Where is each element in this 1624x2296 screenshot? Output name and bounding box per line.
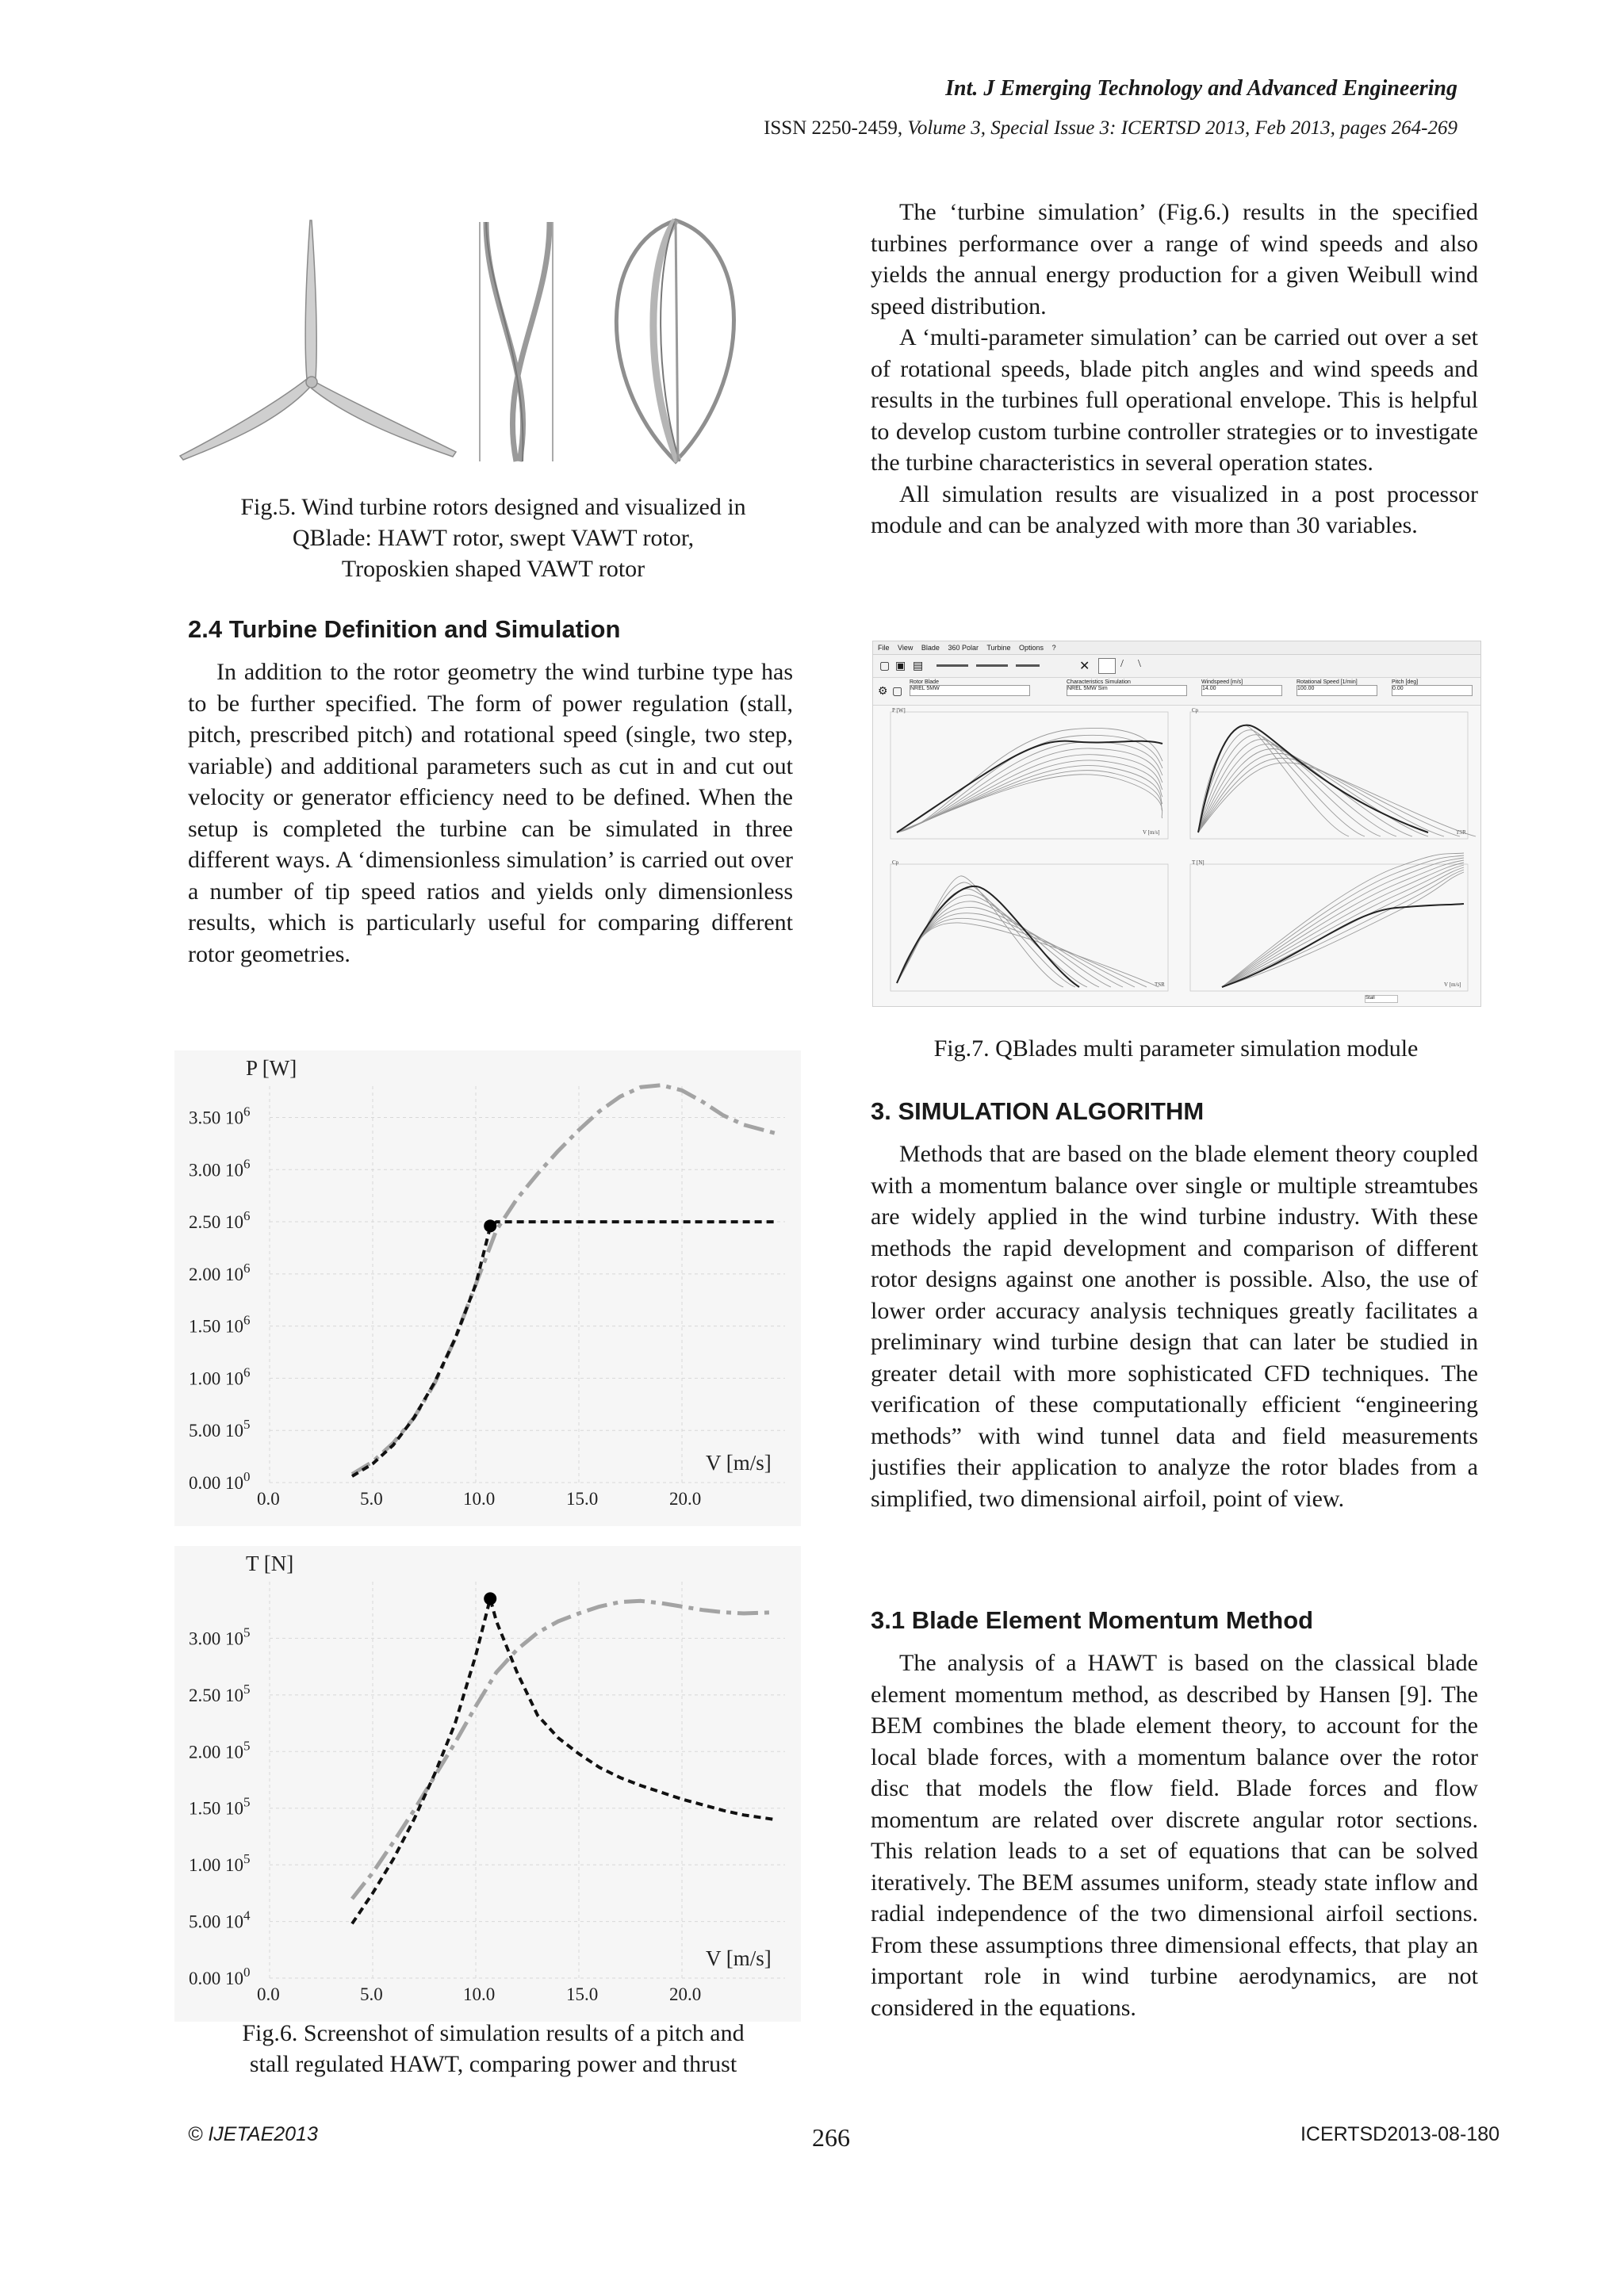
caption-line: Troposkien shaped VAWT rotor: [341, 556, 645, 582]
y-tick-label: [189, 1261, 251, 1284]
journal-title: Int. J Emerging Technology and Advanced Engineering: [945, 76, 1457, 101]
x-tick-label: 10.0: [463, 1984, 496, 2004]
tick-exponent: 6: [243, 1312, 251, 1328]
y-tick-label: [189, 1208, 251, 1232]
troposkien-vawt-image: [616, 220, 733, 461]
panel-x-label: V [m/s]: [1444, 982, 1461, 988]
tick-mantissa: 2.00 10: [189, 1264, 243, 1284]
y-axis-label: T [N]: [246, 1552, 294, 1575]
tick-exponent: 0: [243, 1469, 251, 1484]
polar-view-icon[interactable]: [1016, 664, 1040, 667]
menu-item[interactable]: Options: [1019, 644, 1044, 652]
fig7-qblade-screenshot: [872, 641, 1481, 1007]
status-field: Stall: [1365, 995, 1398, 1003]
x-tick-label: 15.0: [566, 1984, 599, 2004]
new-file-icon[interactable]: ▢: [879, 660, 891, 672]
section-heading: 2.4 Turbine Definition and Simulation: [188, 615, 621, 643]
power-curve: [897, 755, 1162, 832]
tick-exponent: 6: [243, 1104, 251, 1119]
qblade-toolbar: [873, 655, 1480, 678]
field-value[interactable]: 0.00: [1392, 685, 1473, 696]
y-tick-label: [189, 1738, 251, 1762]
paragraph: In addition to the rotor geometry the wind turbine type has to be further specified. The form of power regulation (stall, pitch, prescribed pitch) and rotational speed (single, two step, variable) and additional parameters such as cut in and cut out velocity or generator efficiency need to be defined. When the setup is completed the turbine can be simulated in three different ways. A ‘dimensionless simulation’ is carried out over a number of tip speed ratios and yields only dimensionless results, which is particularly useful for comparing different rotor geometries.: [188, 659, 793, 967]
section-2-4-body: [188, 656, 793, 970]
paragraph: Methods that are based on the blade element theory coupled with a momentum balance over single or multiple streamtubes are widely applied in the wind turbine industry. With these methods the rapid development and comparison of different rotor designs against one another is possible. Also, the use of lower order accuracy analysis techniques greatly facilitates a preliminary wind turbine design that can later be studied in greater detail with more sophisticated CFD techniques. The verification of these computationally efficient “engineering methods” with wind tunnel data and field measurements justifies their application to analyze the rotor blades from a simplified, two dimensional airfoil, point of view.: [871, 1141, 1478, 1512]
panel-y-label: P [W]: [892, 707, 906, 714]
fig7-axes: [891, 712, 1468, 991]
menu-item[interactable]: View: [898, 644, 914, 652]
footer-paper-id: ICERTSD2013-08-180: [1300, 2123, 1500, 2145]
fig7-caption: [872, 1033, 1480, 1064]
tick-mantissa: 1.50 10: [189, 1798, 243, 1819]
paragraph: The analysis of a HAWT is based on the classical blade element momentum method, as described by Hansen [9]. The BEM combines the blade element theory, to account for the local blade forces, with a momentum balance over the rotor disc that models the flow field. Blade forces and flow momentum are related over discrete angular rotor sections. This relation leads to a set of equations that can be solved iteratively. The BEM assumes uniform, steady state inflow and radial independence of the two dimensional airfoil sections. From these assumptions three dimensional effects, that play an important role in wind turbine aerodynamics, are not considered in the equations.: [871, 1650, 1478, 2021]
settings-icon[interactable]: ⚙: [878, 684, 888, 697]
y-tick-label: [189, 1313, 251, 1337]
caption-line: Fig.7. QBlades multi parameter simulation module: [933, 1035, 1419, 1062]
paragraph: A ‘multi-parameter simulation’ can be carried out over a set of rotational speeds, blade pitch angles and wind speeds and results in the turbines full operational envelope. This is helpful to develop custom turbine controller strategies or to investigate the turbine characteristics in several operation states.: [871, 324, 1478, 476]
x-axis-label: V [m/s]: [706, 1451, 772, 1475]
issue-info: Volume 3, Special Issue 3: ICERTSD 2013, Feb 2013, pages 264-269: [907, 117, 1457, 139]
window-icon[interactable]: ▢: [892, 684, 903, 697]
cp-curve: [1198, 740, 1396, 836]
windspeed-select[interactable]: [1201, 679, 1282, 696]
field-value[interactable]: NREL 5MW Sim: [1067, 685, 1187, 696]
open-icon[interactable]: ▣: [895, 660, 906, 672]
save-icon[interactable]: ▤: [913, 660, 924, 672]
tick-exponent: 4: [243, 1908, 251, 1923]
rotational-speed-select[interactable]: [1297, 679, 1377, 696]
cp-curve: [1198, 735, 1381, 836]
airfoil-view-icon[interactable]: [936, 664, 968, 667]
x-tick-label: 5.0: [360, 1489, 383, 1509]
tick-exponent: 6: [243, 1260, 251, 1276]
power-curve: [897, 775, 1162, 832]
tick-exponent: 5: [243, 1794, 251, 1810]
rated-point-marker: [484, 1592, 496, 1605]
menu-item[interactable]: File: [878, 644, 890, 652]
y-tick-label: [189, 1469, 251, 1493]
y-tick-label: [189, 1682, 251, 1705]
power-curve: [897, 748, 1162, 832]
y-tick-label: [189, 1908, 251, 1932]
caption-line: stall regulated HAWT, comparing power and thrust: [249, 2051, 737, 2077]
tick-mantissa: 0.00 10: [189, 1473, 243, 1493]
right-column-intro: [871, 197, 1478, 541]
simulation-select[interactable]: [1067, 679, 1187, 696]
tick-exponent: 5: [243, 1738, 251, 1754]
field-value[interactable]: 100.00: [1297, 685, 1377, 696]
fig7-axis-labels: [892, 707, 1466, 988]
tick-mantissa: 2.50 10: [189, 1212, 243, 1233]
cp-curve: [1198, 744, 1412, 836]
panel-y-label: Cp: [892, 859, 899, 866]
menu-item[interactable]: Turbine: [986, 644, 1011, 652]
panel-x-label: TSR: [1155, 982, 1165, 988]
tick-exponent: 5: [243, 1681, 251, 1697]
tick-exponent: 6: [243, 1208, 251, 1224]
panel-y-label: Cp: [1192, 707, 1199, 714]
tick-mantissa: 2.50 10: [189, 1685, 243, 1705]
menu-item[interactable]: 360 Polar: [948, 644, 979, 652]
paragraph: All simulation results are visualized in a post processor module and can be analyzed with more than 30 variables.: [871, 480, 1478, 538]
x-tick-label: 0.0: [257, 1984, 280, 2004]
tick-mantissa: 5.00 10: [189, 1911, 243, 1932]
panel-x-label: TSR: [1456, 829, 1466, 836]
x-tick-label: 5.0: [360, 1984, 383, 2004]
power-curve: [897, 742, 1162, 832]
power-chart: [174, 1050, 801, 1526]
x-tick-label: 10.0: [463, 1489, 496, 1509]
cp-curve: [1198, 763, 1476, 836]
caption-line: Fig.5. Wind turbine rotors designed and visualized in: [240, 494, 746, 520]
pitch-select[interactable]: [1392, 679, 1473, 696]
y-tick-label: [189, 1156, 251, 1180]
thrust-curve: [1222, 870, 1464, 987]
section-3-1-body: [871, 1647, 1478, 2023]
rotor-blade-select[interactable]: [910, 679, 1030, 696]
qblade-selectors: [873, 678, 1480, 706]
footer-copyright: © IJETAE2013: [188, 2123, 318, 2145]
y-tick-label: [189, 1364, 251, 1388]
fig5-rotors-image: [170, 214, 797, 468]
panel-x-label: V [m/s]: [1143, 829, 1160, 836]
swept-vawt-image: [480, 222, 553, 461]
cp-tsr-curve: [897, 918, 1147, 987]
paragraph: The ‘turbine simulation’ (Fig.6.) results in the specified turbines performance over a range of wind speeds and also yields the annual energy production for a given Weibull wind speed distribution.: [871, 199, 1478, 320]
section-heading: 3.1 Blade Element Momentum Method: [871, 1606, 1314, 1634]
y-tick-label: [189, 1851, 251, 1875]
fig7-plot-area: [873, 706, 1480, 1007]
y-tick-label: [189, 1795, 251, 1819]
fig6-caption: [188, 2018, 799, 2080]
section-heading: 3. SIMULATION ALGORITHM: [871, 1097, 1205, 1125]
blade-view-icon[interactable]: [976, 664, 1008, 667]
tick-exponent: 5: [243, 1624, 251, 1640]
x-tick-label: 15.0: [566, 1489, 599, 1509]
tick-mantissa: 0.00 10: [189, 1969, 243, 1988]
vawt-icon-2[interactable]: \: [1138, 658, 1141, 670]
caption-line: Fig.6. Screenshot of simulation results of a pitch and: [242, 2020, 745, 2046]
thrust-curve: [1222, 872, 1464, 987]
field-label: Windspeed [m/s]: [1201, 679, 1243, 685]
graph-view-icon[interactable]: [1098, 658, 1116, 674]
tick-mantissa: 3.50 10: [189, 1108, 243, 1128]
tick-exponent: 5: [243, 1417, 251, 1433]
rated-point-marker: [484, 1219, 496, 1232]
tick-exponent: 0: [243, 1965, 251, 1980]
rotor-icon[interactable]: ✕: [1079, 660, 1090, 673]
tick-mantissa: 5.00 10: [189, 1421, 243, 1441]
x-tick-label: 0.0: [257, 1489, 280, 1509]
power-curve: [897, 760, 1162, 832]
tick-mantissa: 3.00 10: [189, 1628, 243, 1649]
tick-mantissa: 1.50 10: [189, 1316, 243, 1337]
cp-tsr-curve: [897, 889, 1087, 987]
y-tick-label: [189, 1624, 251, 1648]
x-tick-label: 20.0: [669, 1984, 702, 2004]
caption-line: QBlade: HAWT rotor, swept VAWT rotor,: [292, 525, 695, 551]
qblade-menubar: [873, 641, 1480, 655]
thrust-curve: [1222, 855, 1464, 987]
y-tick-label: [189, 1965, 251, 1988]
panel-y-label: T [N]: [1192, 859, 1205, 866]
menu-item[interactable]: Blade: [921, 644, 940, 652]
tick-mantissa: 1.00 10: [189, 1855, 243, 1876]
issn-line: [764, 117, 1457, 140]
hawt-rotor-image: [180, 220, 456, 460]
field-value[interactable]: NREL 5MW: [910, 685, 1030, 696]
page-number: 266: [812, 2123, 850, 2152]
thrust-chart: [174, 1546, 801, 2022]
thrust-curve: [1222, 853, 1464, 987]
menu-item[interactable]: ?: [1051, 644, 1056, 652]
tick-exponent: 6: [243, 1156, 251, 1172]
issn: ISSN 2250-2459,: [764, 117, 903, 139]
tick-mantissa: 2.00 10: [189, 1742, 243, 1762]
x-tick-label: 20.0: [669, 1489, 702, 1509]
field-value[interactable]: 14.00: [1201, 685, 1282, 696]
x-axis-label: V [m/s]: [706, 1946, 772, 1970]
tick-exponent: 6: [243, 1364, 251, 1380]
y-tick-label: [189, 1104, 251, 1127]
fig5-caption: [188, 492, 799, 584]
power-curve: [897, 771, 1162, 832]
field-label: Rotational Speed [1/min]: [1297, 679, 1358, 685]
fig7-curves: [897, 725, 1476, 987]
tick-mantissa: 1.00 10: [189, 1368, 243, 1389]
tick-exponent: 5: [243, 1851, 251, 1867]
field-label: Pitch [deg]: [1392, 679, 1419, 685]
highlight-curve: [897, 741, 1162, 832]
vawt-icon[interactable]: /: [1120, 658, 1124, 670]
field-label: Rotor Blade: [910, 679, 939, 685]
field-label: Characteristics Simulation: [1067, 679, 1131, 685]
cp-tsr-curve: [897, 895, 1099, 987]
cp-tsr-curve: [897, 876, 1063, 987]
tick-mantissa: 3.00 10: [189, 1160, 243, 1181]
y-axis-label: P [W]: [246, 1056, 297, 1080]
y-tick-label: [189, 1417, 251, 1441]
section-3-body: [871, 1138, 1478, 1514]
